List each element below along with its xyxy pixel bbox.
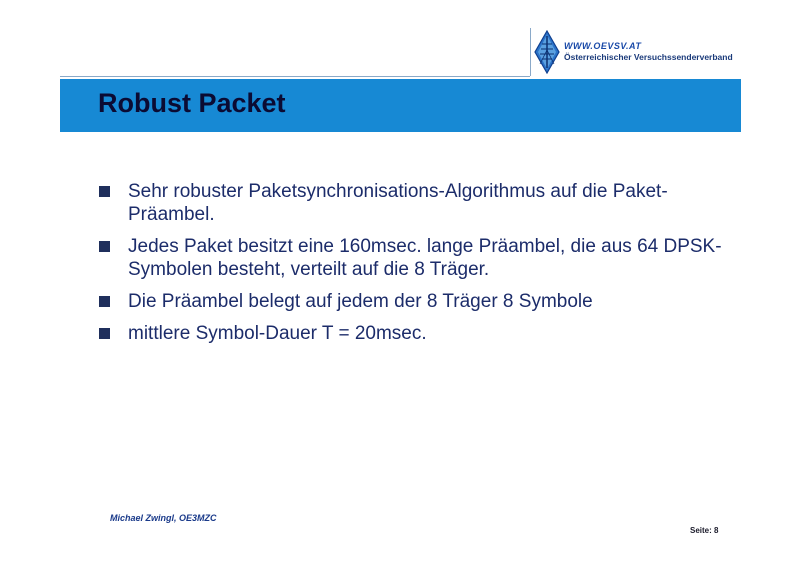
page-number: Seite: 8 <box>690 526 719 535</box>
bullet-item <box>98 322 738 345</box>
footer-author: Michael Zwingl, OE3MZC <box>110 513 217 523</box>
header-rule <box>60 76 530 77</box>
slide-title: Robust Packet <box>98 88 286 118</box>
bullet-text: Jedes Paket besitzt eine 160msec. lange Präambel, die aus 64 DPSK-Symbolen besteht, verteilt auf die 8 Träger. <box>128 236 722 280</box>
antenna-diamond-icon <box>534 30 560 74</box>
bullet-item <box>98 235 738 281</box>
logo-divider <box>530 28 531 76</box>
bullet-text: mittlere Symbol-Dauer T = 20msec. <box>128 323 427 344</box>
bullet-text: Sehr robuster Paketsynchronisations-Algorithmus auf die Paket-Präambel. <box>128 181 668 225</box>
square-bullet-icon <box>99 241 110 252</box>
square-bullet-icon <box>99 328 110 339</box>
square-bullet-icon <box>99 186 110 197</box>
bullet-item <box>98 290 738 313</box>
bullet-list <box>98 180 738 354</box>
square-bullet-icon <box>99 296 110 307</box>
logo-organization: Österreichischer Versuchssenderverband <box>564 52 733 62</box>
logo-url[interactable]: WWW.OEVSV.AT <box>564 41 642 51</box>
bullet-text: Die Präambel belegt auf jedem der 8 Träger 8 Symbole <box>128 291 593 312</box>
logo-text <box>564 41 733 63</box>
bullet-item <box>98 180 738 226</box>
oevsv-logo[interactable] <box>534 30 744 74</box>
